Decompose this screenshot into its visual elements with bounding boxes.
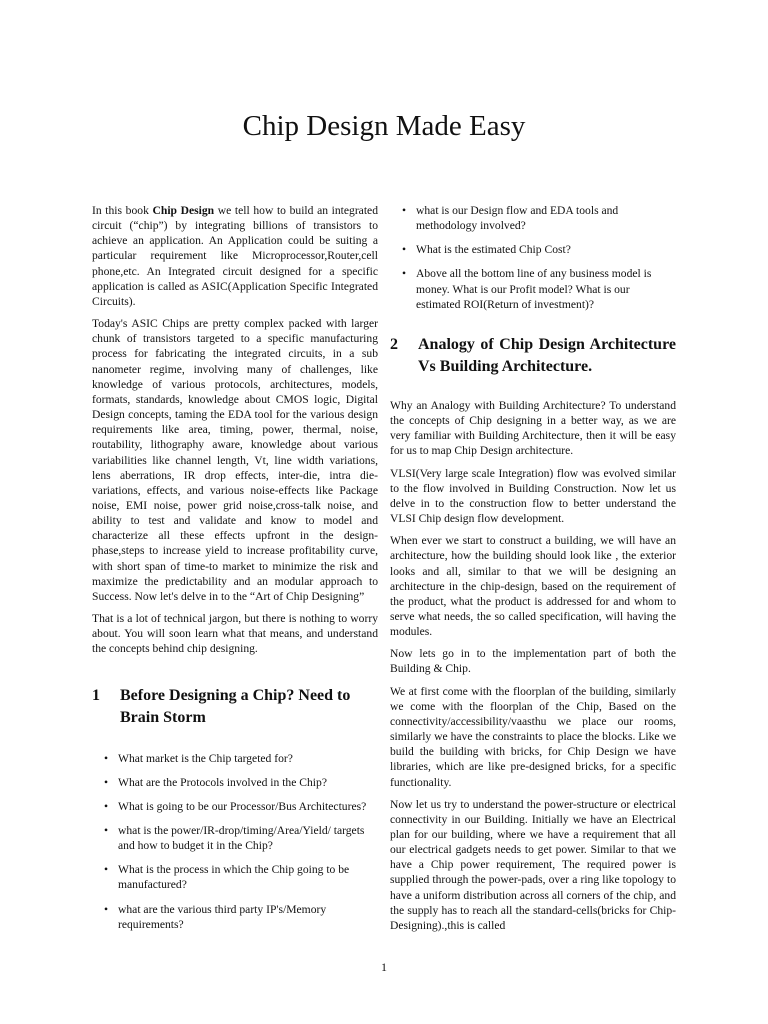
list-item: • what are the various third party IP's/Memory requirements? [92, 902, 378, 932]
asic-paragraph: Today's ASIC Chips are pretty complex packed with larger chunk of transistors targeted to a specific manufacturing process for fabricating the integrated circuits, in a sub nanometer regime, involving many of challenges, like knowledge of various protocols, architectures, models, formats, standards, knowledge about CMOS logic, Digital Design concepts, taming the EDA tool for the various design requirements like area, timing, power, thermal, noise, routability, lithography aware, knowledge about various variabilities like channel length, Vt, line width variations, lens aberrations, IR drop effects, inter-die, intra die-variations, effects, and various noise-effects like Package noise, EMI noise, power grid noise,cross-talk noise, and ability to test and validate and know to model and characterize all these effects upfront in the design-phase,steps to increase yield to increase profitability curve, with short span of time-to market to minimize the risk and maximize the predictability and an modular approach to Success. Now let's delve in to the “Art of Chip Designing” [92, 317, 378, 603]
list-item: • What market is the Chip targeted for? [92, 751, 378, 766]
list-item: • what is our Design flow and EDA tools and methodology involved? [390, 203, 676, 233]
list-item: • Above all the bottom line of any business model is money. What is our Profit model? What is our estimated ROI(Return of investment)? [390, 266, 676, 311]
list-item: • What is going to be our Processor/Bus Architectures? [92, 799, 378, 814]
intro-bold-term: Chip Design [152, 204, 215, 217]
analogy-paragraph: Why an Analogy with Building Architecture? To understand the concepts of Chip designing in a better way, as we are very familiar with Building Architecture, then it will be easy for us to map Chip Design architecture. [390, 398, 676, 458]
intro-text-post: we tell how to build an integrated circuit (“chip”) by integrating billions of transistors to achieve an application. An Application could be suiting a particular requirement like Microprocessor,Router,cell phone,etc. An Integrated circuit designed for a specific application is called as ASIC(Application Specific Integrated Circuits). [92, 204, 378, 308]
list-item: • What is the process in which the Chip going to be manufactured? [92, 862, 378, 892]
vlsi-paragraph: VLSI(Very large scale Integration) flow was evolved similar to the flow involved in Building Construction. Now let us delve in to the construction flow to better understand the VLSI Chip design flow development. [390, 466, 676, 526]
architecture-paragraph: When ever we start to construct a building, we will have an architecture, how the building should look like , the exterior looks and all, similar to that we will be designing an architecture in the chip-design, based on the requirement of the product, what the product is addressed for and whom to serve what needs, the so called specification, will having the modules. [390, 534, 676, 639]
brainstorm-list [92, 751, 378, 932]
list-item: • What are the Protocols involved in the Chip? [92, 775, 378, 790]
jargon-paragraph: That is a lot of technical jargon, but there is nothing to worry about. You will soon learn what that means, and understand the concepts behind chip designing. [92, 612, 378, 656]
section-title: Analogy of Chip Design Architecture Vs Building Architecture. [418, 335, 676, 375]
section-2-heading [390, 334, 676, 378]
right-column [390, 203, 676, 940]
intro-paragraph [92, 203, 378, 309]
implementation-paragraph: Now lets go in to the implementation part of both the Building & Chip. [390, 647, 676, 676]
page-number: 1 [381, 960, 387, 974]
list-item: • what is the power/IR-drop/timing/Area/Yield/ targets and how to budget it in the Chip? [92, 823, 378, 853]
left-column [92, 203, 378, 941]
document-title: Chip Design Made Easy [242, 110, 526, 142]
power-paragraph: Now let us try to understand the power-structure or electrical connectivity in our Building. Initially we have an Electrical plan for our building, where we have a requirement that all our electrical gadgets needs to get power. Similar to that we have a Chip power requirement, The required power is supplied through the power-pads, over a ring like topology to have a uniform distribution across all corners of the chip, and the supply has to reach all the standard-cells(bricks for Chip-Designing).,this is called [390, 797, 676, 932]
floorplan-paragraph: We at first come with the floorplan of the building, similarly we come with the floorplan of the Chip, Based on the connectivity/accessibility/vaasthu we place our rooms, similarly we have the constraints to place the blocks. Like we build the building with bricks, for Chip Design we have libraries, which are like pre-designed bricks, for a specific functionality. [390, 684, 676, 789]
brainstorm-list-continued [390, 203, 676, 312]
section-1-heading [92, 685, 378, 729]
section-number: 1 [92, 686, 100, 704]
section-title: Before Designing a Chip? Need to Brain Storm [120, 686, 351, 726]
section-number: 2 [390, 335, 398, 353]
intro-text-pre: In this book [92, 204, 153, 217]
list-item: • What is the estimated Chip Cost? [390, 242, 676, 257]
